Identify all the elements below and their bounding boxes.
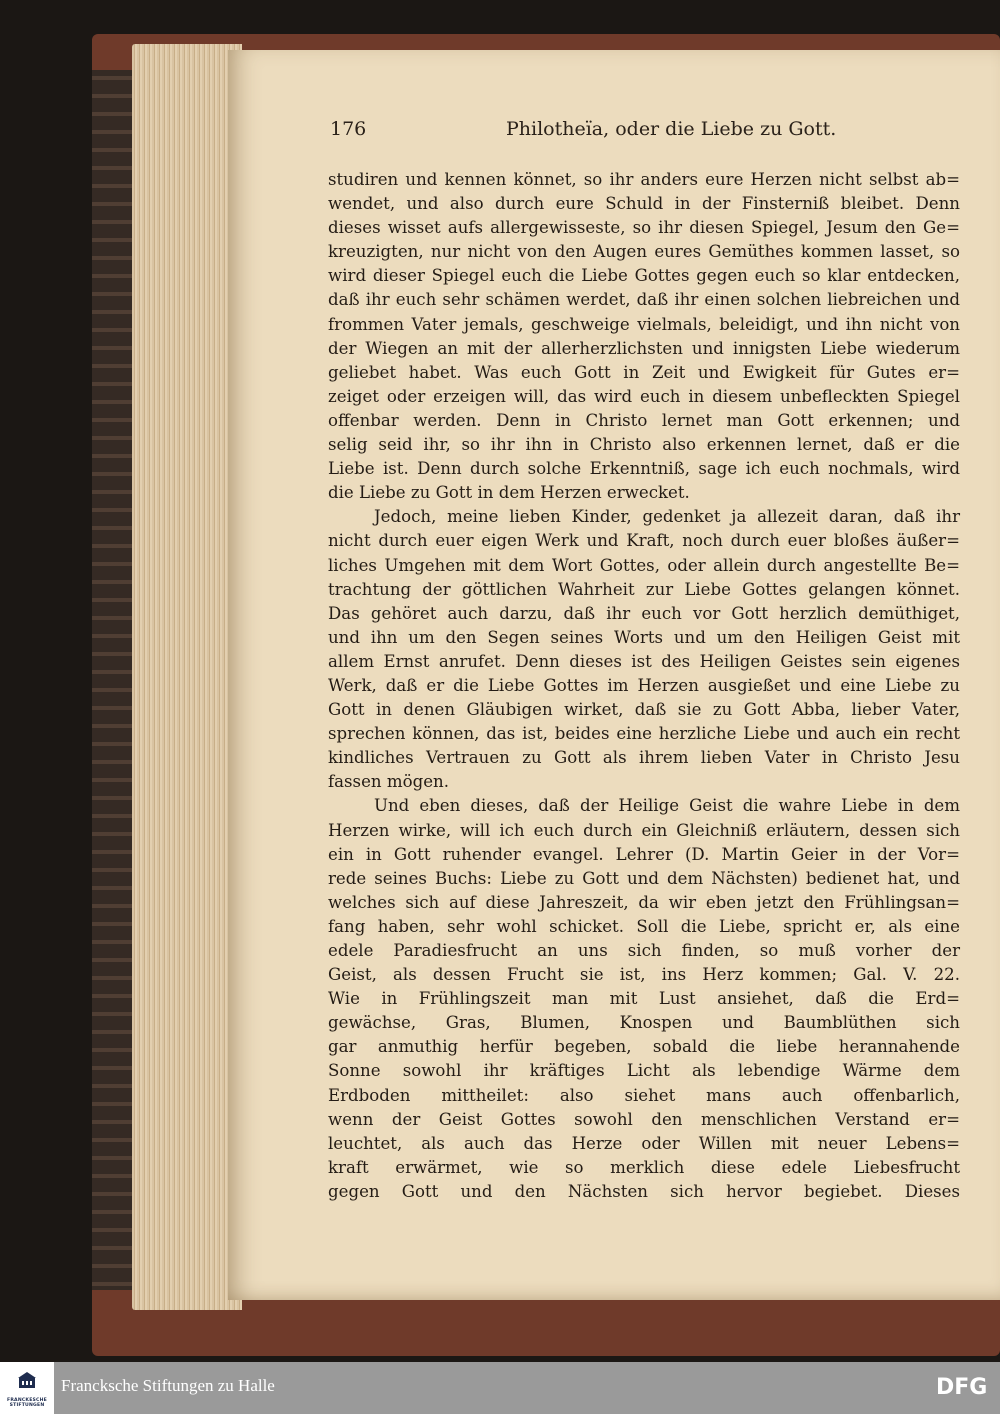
- text-line: der Wiegen an mit der allerherzlichsten und innigsten Liebe wiederum: [328, 338, 960, 358]
- page-number: 176: [330, 118, 367, 140]
- text-line: daß ihr euch sehr schämen werdet, daß ihr einen solchen liebreichen und: [328, 290, 960, 310]
- text-line: sprechen können, das ist, beides eine herzliche Liebe und auch ein recht: [328, 724, 960, 744]
- text-line: kraft erwärmet, wie so merklich diese edele Liebesfrucht: [328, 1157, 960, 1177]
- text-line: leuchtet, als auch das Herze oder Willen mit neuer Lebens=: [328, 1133, 960, 1153]
- text-line: studiren und kennen könnet, so ihr anders eure Herzen nicht selbst ab=: [328, 170, 960, 189]
- running-title: Philotheïa, oder die Liebe zu Gott.: [506, 118, 837, 140]
- text-line: geliebet habet. Was euch Gott in Zeit und Ewigkeit für Gutes er=: [328, 362, 960, 382]
- text-line: welches sich auf diese Jahreszeit, da wir eben jetzt den Frühlingsan=: [328, 892, 960, 912]
- text-line: Sonne sowohl ihr kräftiges Licht als lebendige Wärme dem: [328, 1061, 960, 1081]
- text-line: selig seid ihr, so ihr ihn in Christo also erkennen lernet, daß er die: [328, 435, 960, 455]
- viewer-footer: [0, 1362, 1000, 1414]
- text-line: Und eben dieses, daß der Heilige Geist die wahre Liebe in dem: [374, 796, 960, 816]
- text-line: frommen Vater jemals, geschweige vielmals, beleidigt, und ihn nicht von: [328, 314, 960, 334]
- text-line: kindliches Vertrauen zu Gott als ihrem lieben Vater in Christo Jesu: [328, 748, 960, 768]
- text-line: rede seines Buchs: Liebe zu Gott und dem Nächsten) bedienet hat, und: [328, 868, 960, 888]
- text-line: gewächse, Gras, Blumen, Knospen und Baumblüthen sich: [328, 1013, 960, 1033]
- text-line: allem Ernst anrufet. Denn dieses ist des Heiligen Geistes sein eigenes: [328, 651, 960, 671]
- text-line: gar anmuthig herfür begeben, sobald die liebe herannahende: [328, 1037, 960, 1057]
- page-edges: [132, 44, 242, 1310]
- text-line: zeiget oder erzeigen will, das wird euch in diesem unbefleckten Spiegel: [328, 386, 960, 406]
- text-line: Liebe ist. Denn durch solche Erkenntniß, sage ich euch nochmals, wird: [328, 459, 960, 479]
- text-line: Das gehöret auch darzu, daß ihr euch vor Gott herzlich demüthiget,: [328, 603, 960, 623]
- text-line: Jedoch, meine lieben Kinder, gedenket ja allezeit daran, daß ihr: [374, 507, 960, 527]
- logo-text: [2, 1398, 52, 1409]
- text-line: Herzen wirke, will ich euch durch ein Gleichniß erläutern, dessen sich: [328, 820, 960, 840]
- text-line: kreuzigten, nur nicht von den Augen eures Gemüthes kommen lasset, so: [328, 242, 960, 262]
- logo-text-line: FRANCKESCHE: [6, 1398, 47, 1403]
- institution-name[interactable]: Francksche Stiftungen zu Halle: [61, 1376, 275, 1395]
- page-header: [330, 114, 960, 144]
- text-line: Werk, daß er die Liebe Gottes im Herzen ausgießet und eine Liebe zu: [328, 675, 960, 695]
- text-line: die Liebe zu Gott in dem Herzen erwecket.: [328, 483, 690, 503]
- book-spine: [92, 70, 132, 1290]
- text-line: und ihn um den Segen seines Worts und um den Heiligen Geist mit: [328, 627, 960, 647]
- text-line: offenbar werden. Denn in Christo lernet man Gott erkennen; und: [328, 410, 960, 430]
- text-line: Geist, als dessen Frucht sie ist, ins Herz kommen; Gal. V. 22.: [328, 965, 960, 985]
- text-line: wenn der Geist Gottes sowohl den menschlichen Verstand er=: [328, 1109, 960, 1129]
- text-line: edele Paradiesfrucht an uns sich finden, so muß vorher der: [328, 941, 960, 960]
- text-line: trachtung der göttlichen Wahrheit zur Liebe Gottes gelangen könnet.: [328, 579, 960, 599]
- logo-text-line: STIFTUNGEN: [9, 1403, 45, 1409]
- building-icon: [17, 1370, 37, 1390]
- text-line: dieses wisset aufs allergewisseste, so ihr diesen Spiegel, Jesum den Ge=: [328, 218, 960, 238]
- text-line: fassen mögen.: [328, 772, 449, 792]
- text-line: fang haben, sehr wohl schicket. Soll die Liebe, spricht er, als eine: [328, 916, 960, 936]
- text-line: nicht durch euer eigen Werk und Kraft, noch durch euer bloßes äußer=: [328, 531, 960, 551]
- text-line: ein in Gott ruhender evangel. Lehrer (D. Martin Geier in der Vor=: [328, 844, 960, 864]
- text-line: Wie in Frühlingszeit man mit Lust ansiehet, daß die Erd=: [328, 989, 960, 1009]
- text-line: wird dieser Spiegel euch die Liebe Gottes gegen euch so klar entdecken,: [328, 266, 960, 286]
- text-line: gegen Gott und den Nächsten sich hervor begiebet. Dieses: [328, 1181, 960, 1201]
- text-line: wendet, und also durch eure Schuld in der Finsterniß bleibet. Denn: [328, 194, 960, 214]
- text-line: Gott in denen Gläubigen wirket, daß sie zu Gott Abba, lieber Vater,: [328, 700, 960, 720]
- text-line: liches Umgehen mit dem Wort Gottes, oder allein durch angestellte Be=: [328, 555, 960, 575]
- text-line: Erdboden mittheilet: also siehet mans auch offenbarlich,: [328, 1085, 960, 1105]
- institution-logo[interactable]: [0, 1362, 54, 1414]
- dfg-logo[interactable]: DFG: [936, 1375, 988, 1400]
- body-text: [328, 168, 960, 1204]
